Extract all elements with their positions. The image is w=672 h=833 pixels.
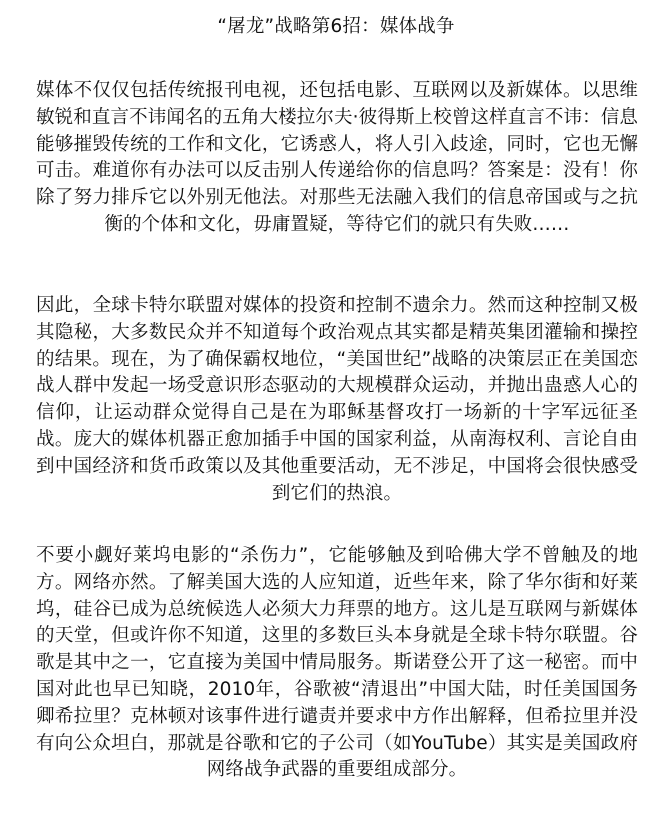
paragraph-hollywood-internet: 不要小觑好莱坞电影的“杀伤力”，它能够触及到哈佛大学不曾触及的地方。网络亦然。了解美国大选的人应知道，近些年来，除了华尔街和好莱坞，硅谷已成为总统候选人必须大力拜票的地方。这儿是互联网与新媒体的天堂，但或许你不知道，这里的多数巨头本身就是全球卡特尔联盟。谷歌是其中之一，它直接为美国中情局服务。斯诺登公开了这一秘密。而中国对此也早已知晓，2010年，谷歌被“清退出”中国大陆，时任美国国务卿希拉里？克林顿对该事件进行谴责并要求中方作出解释，但希拉里并没有向公众坦白，那就是谷歌和它的子公司（如YouTube）其实是美国政府网络战争武器的重要组成部分。 [36,545,638,781]
article-title: “屠龙”战略第6招：媒体战争 [217,16,455,37]
paragraph-media-definition: 媒体不仅仅包括传统报刊电视，还包括电影、互联网以及新媒体。以思维敏锐和直言不讳闻名的五角大楼拉尔夫·彼得斯上校曾这样直言不讳：信息能够摧毁传统的工作和文化，它诱惑人，将人引入歧途，同时，它也无懈可击。难道你有办法可以反击别人传递给你的信息吗？答案是：没有！你除了努力排斥它以外别无他法。对那些无法融入我们的信息帝国或与之抗衡的个体和文化，毋庸置疑，等待它们的就只有失败…… [36,80,638,235]
paragraph-cartel-media-control: 因此，全球卡特尔联盟对媒体的投资和控制不遗余力。然而这种控制又极其隐秘，大多数民众并不知道每个政治观点其实都是精英集团灌输和操控的结果。现在，为了确保霸权地位，“美国世纪”战略的决策层正在美国恋战人群中发起一场受意识形态驱动的大规模群众运动，并抛出蛊惑人心的信仰，让运动群众觉得自己是在为耶稣基督攻打一场新的十字军远征圣战。庞大的媒体机器正愈加插手中国的国家利益，从南海权利、言论自由到中国经济和货币政策以及其他重要活动，无不涉足，中国将会很快感受到它们的热浪。 [36,295,638,504]
